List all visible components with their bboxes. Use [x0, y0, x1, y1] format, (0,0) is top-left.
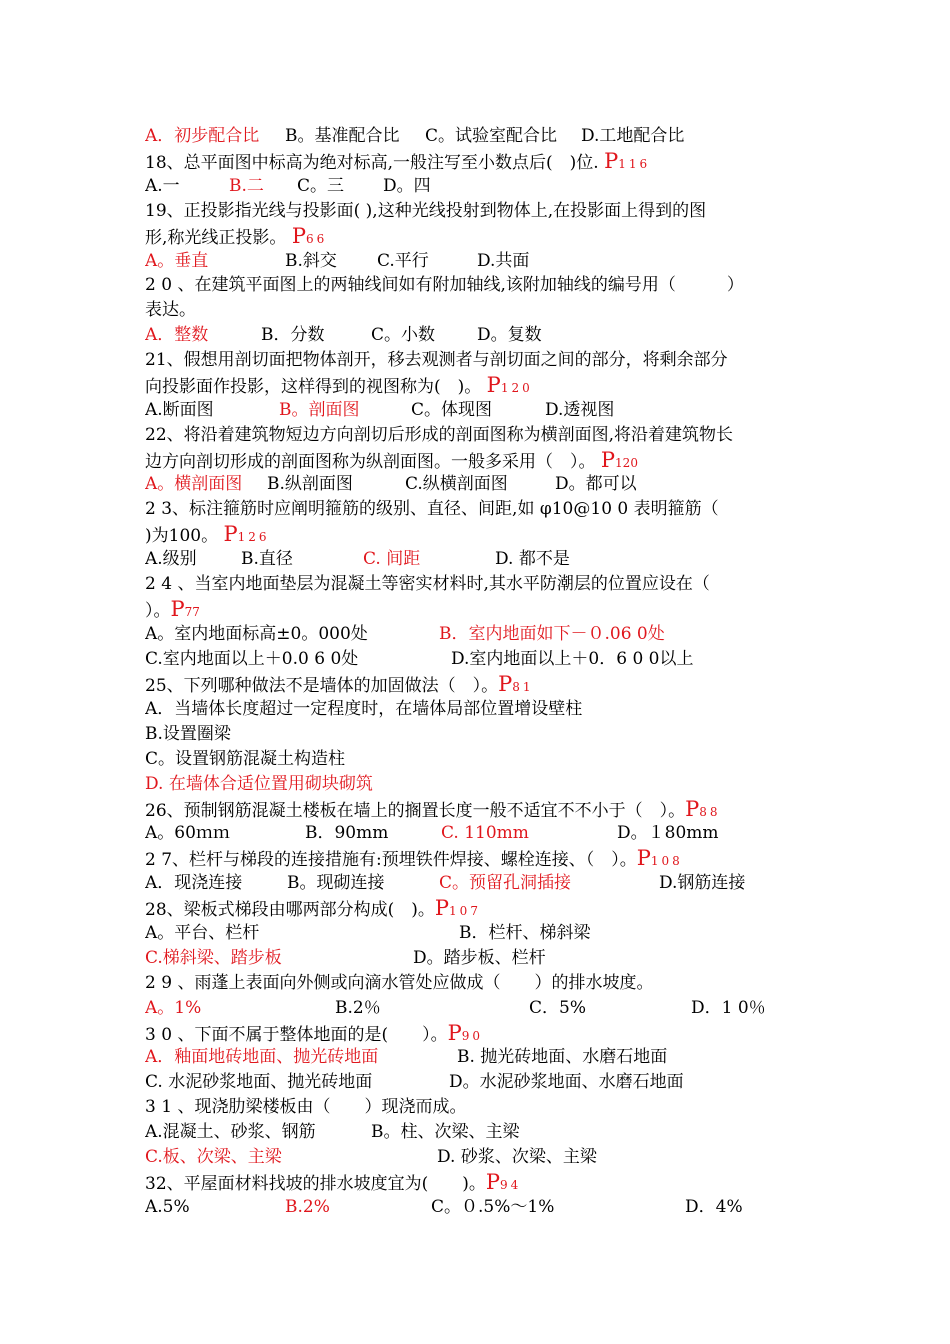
q31-options-row2: [145, 1145, 810, 1170]
q32-page-ref: P: [485, 1170, 501, 1194]
q25-option-c: C。设置钢筋混凝土构造柱: [145, 749, 346, 769]
q28-options-row2: [145, 946, 810, 971]
q29-stem: 2 9 、雨蓬上表面向外侧或向滴水管处应做成（ ）的排水坡度。: [145, 973, 654, 993]
q27-option-a: A．现浇连接: [145, 873, 243, 893]
q30-options-row2: [145, 1070, 810, 1095]
q19-stem-line2: [145, 224, 810, 249]
q19-option-a: A。垂直: [145, 251, 209, 271]
q24-options-row2: [145, 647, 810, 672]
q27-options: [145, 871, 810, 896]
q30-option-a: A．釉面地砖地面、抛光砖地面: [145, 1047, 379, 1067]
q17-options: [145, 124, 810, 149]
q21-page-num: 120: [500, 381, 533, 395]
q19-stem-line1: 19、正投影指光线与投影面( ),这种光线投射到物体上,在投影面上得到的图: [145, 201, 707, 221]
q20-options: [145, 323, 810, 348]
q17-option-a: A．初步配合比: [145, 126, 260, 146]
q21-stem-line1: 21、假想用剖切面把物体剖开，移去观测者与剖切面之间的部分，将剩余部分: [145, 350, 728, 370]
q31-option-d: D. 砂浆、次梁、主梁: [437, 1147, 597, 1167]
q20-option-a: A．整数: [145, 325, 209, 345]
q30-option-b: B. 抛光砖地面、水磨石地面: [457, 1047, 668, 1067]
q23-stem-line2: [145, 522, 810, 547]
q21-text: 向投影面作投影，这样得到的视图称为( )。: [145, 377, 482, 397]
q22-option-c: C.纵横剖面图: [405, 474, 508, 494]
q27-option-d: D.钢筋连接: [659, 873, 746, 893]
q20-stem-line1: 2 0 、在建筑平面图上的两轴线间如有附加轴线,该附加轴线的编号用（ ）: [145, 275, 744, 295]
q31-options-row1: [145, 1120, 810, 1145]
q24-stem-line2: [145, 597, 810, 622]
q31-option-c: C.板、次梁、主梁: [145, 1147, 282, 1167]
q30-page-ref: P: [447, 1021, 462, 1045]
q28-options-row1: [145, 921, 810, 946]
q18-page-num: 116: [618, 157, 651, 171]
q28-option-d: D。踏步板、栏杆: [413, 948, 546, 968]
q31-option-b: B。柱、次梁、主梁: [371, 1122, 520, 1142]
q28-option-a: A。平台、栏杆: [145, 923, 260, 943]
q30-page-num: 90: [461, 1029, 483, 1043]
q31-option-a: A.混凝土、砂浆、钢筋: [145, 1122, 316, 1142]
q26-page-num: 88: [699, 805, 721, 819]
q26-stem: [145, 797, 810, 822]
q24-option-b: B．室内地面如下－０.06 0处: [439, 624, 665, 644]
q21-option-b: B。剖面图: [279, 400, 360, 420]
q18-options: [145, 174, 810, 199]
q25-page-num: 81: [512, 680, 534, 694]
q30-option-d: D。水泥砂浆地面、水磨石地面: [449, 1072, 684, 1092]
q23-option-c: C. 间距: [363, 549, 421, 569]
q22-options: [145, 472, 810, 497]
q20-option-c: C。小数: [371, 325, 436, 345]
q18-option-c: C。三: [297, 176, 345, 196]
q19-option-d: D.共面: [477, 251, 530, 271]
q28-option-c: C.梯斜梁、踏步板: [145, 948, 282, 968]
q29-options: [145, 996, 810, 1021]
q28-text: 28、梁板式梯段由哪两部分构成( )。: [145, 900, 435, 920]
q24-page-ref: P: [170, 597, 185, 621]
q30-options-row1: [145, 1045, 810, 1070]
q19-options: [145, 249, 810, 274]
q23-text: )为100。: [145, 526, 219, 546]
q17-option-c: C。试验室配合比: [425, 126, 558, 146]
q27-page-num: 108: [650, 854, 683, 868]
q23-stem-line1: 2 3、标注箍筋时应阐明箍筋的级别、直径、间距,如 φ10@10 0 表明箍筋（: [145, 499, 719, 519]
q23-option-a: A.级别: [145, 549, 197, 569]
q28-stem: [145, 896, 810, 921]
q32-page-num: 94: [500, 1178, 522, 1192]
q24-text: ）。: [145, 601, 171, 621]
q27-option-b: B。现砌连接: [287, 873, 385, 893]
q25-option-b: B.设置圈梁: [145, 724, 231, 744]
q29-option-a: A。1%: [145, 998, 202, 1018]
q25-page-ref: P: [498, 672, 513, 696]
q24-options-row1: [145, 622, 810, 647]
q23-page-num: 126: [237, 530, 270, 544]
q23-option-d: D. 都不是: [495, 549, 570, 569]
q32-option-b: B.2%: [285, 1197, 330, 1217]
q22-page-num: 120: [615, 456, 638, 470]
q28-option-b: B．栏杆、梯斜梁: [459, 923, 591, 943]
q19-page-ref: P: [291, 224, 306, 248]
q26-page-ref: P: [685, 797, 700, 821]
q19-text: 形,称光线正投影。: [145, 228, 287, 248]
q30-option-c: C. 水泥砂浆地面、抛光砖地面: [145, 1072, 373, 1092]
q21-options: [145, 398, 810, 423]
q23-page-ref: P: [223, 522, 238, 546]
q31-stem: 3 1 、现浇肋梁楼板由（ ）现浇而成。: [145, 1097, 467, 1117]
q17-option-b: B。基准配合比: [285, 126, 400, 146]
q22-option-a: A。横剖面图: [145, 474, 243, 494]
q25-text: 25、下列哪种做法不是墙体的加固做法（ ）。: [145, 676, 499, 696]
q23-options: [145, 547, 810, 572]
q22-option-b: B.纵剖面图: [267, 474, 353, 494]
q19-option-b: B.斜交: [285, 251, 337, 271]
q23-option-b: B.直径: [241, 549, 293, 569]
q30-text: 3 0 、下面不属于整体地面的是( ）。: [145, 1025, 448, 1045]
q25-stem: [145, 672, 810, 697]
q22-stem-line1: 22、将沿着建筑物短边方向剖切后形成的剖面图称为横剖面图,将沿着建筑物长: [145, 425, 734, 445]
q20-option-d: D。复数: [477, 325, 542, 345]
q18-option-d: D。四: [383, 176, 431, 196]
q28-page-ref: P: [434, 896, 450, 920]
q20-option-b: B．分数: [261, 325, 325, 345]
q25-option-a: A．当墙体长度超过一定程度时，在墙体局部位置增设壁柱: [145, 699, 583, 719]
q32-option-a: A.5%: [145, 1197, 190, 1217]
q29-option-b: B.2％: [335, 998, 381, 1018]
q26-option-b: B．90mm: [305, 823, 389, 843]
q32-stem: [145, 1170, 810, 1195]
q28-page-num: 107: [449, 904, 481, 918]
q22-page-ref: P: [600, 448, 616, 472]
q19-page-num: 66: [305, 232, 328, 246]
q30-stem: [145, 1021, 810, 1046]
q24-option-d: D.室内地面以上＋0．6 0 0以上: [451, 649, 694, 669]
q19-option-c: C.平行: [377, 251, 429, 271]
q27-text: 2 7、栏杆与梯段的连接措施有:预埋铁件焊接、螺栓连接、（ ）。: [145, 850, 637, 870]
q29-option-c: C．5%: [529, 998, 586, 1018]
q32-option-d: D．4%: [685, 1197, 743, 1217]
q21-option-a: A.断面图: [145, 400, 214, 420]
q32-options: [145, 1195, 810, 1220]
q21-stem-line2: [145, 373, 810, 398]
q18-stem: [145, 149, 810, 174]
q24-option-a: A。室内地面标高±0。000处: [145, 624, 368, 644]
q18-option-a: A.一: [145, 176, 180, 196]
q26-options: [145, 821, 810, 846]
q26-option-d: D。１80mm: [617, 823, 719, 843]
q29-option-d: D．1 0％: [691, 998, 766, 1018]
q17-option-d: D.工地配合比: [581, 126, 685, 146]
q24-stem-line1: 2 4 、当室内地面垫层为混凝土等密实材料时,其水平防潮层的位置应设在（: [145, 574, 710, 594]
q18-option-b: B.二: [229, 176, 264, 196]
q18-text: 18、总平面图中标高为绝对标高,一般注写至小数点后( )位.: [145, 153, 599, 173]
q21-option-d: D.透视图: [545, 400, 615, 420]
q27-option-c: C。预留孔洞插接: [439, 873, 572, 893]
q24-page-num: 77: [184, 605, 200, 619]
q25-option-d: D. 在墙体合适位置用砌块砌筑: [145, 774, 373, 794]
q26-option-c: C. 110mm: [441, 823, 529, 843]
q26-option-a: A。60ｍｍ: [145, 823, 230, 843]
q22-text: 边方向剖切形成的剖面图称为纵剖面图。一般多采用（ ）。: [145, 452, 596, 472]
q20-stem-line2: 表达。: [145, 300, 196, 320]
q32-option-c: C。０.5%～1%: [431, 1197, 555, 1217]
q18-page-ref: P: [604, 149, 619, 173]
q22-option-d: D。都可以: [555, 474, 637, 494]
q24-option-c: C.室内地面以上＋0.0 6 0处: [145, 649, 359, 669]
q27-stem: [145, 846, 810, 871]
q26-text: 26、预制钢筋混凝土楼板在墙上的搁置长度一般不适宜不不小于（ ）。: [145, 801, 686, 821]
q22-stem-line2: [145, 448, 810, 473]
q27-page-ref: P: [636, 846, 651, 870]
q32-text: 32、平屋面材料找坡的排水坡度宜为( )。: [145, 1174, 486, 1194]
q21-option-c: C。体现图: [411, 400, 493, 420]
q21-page-ref: P: [486, 373, 501, 397]
